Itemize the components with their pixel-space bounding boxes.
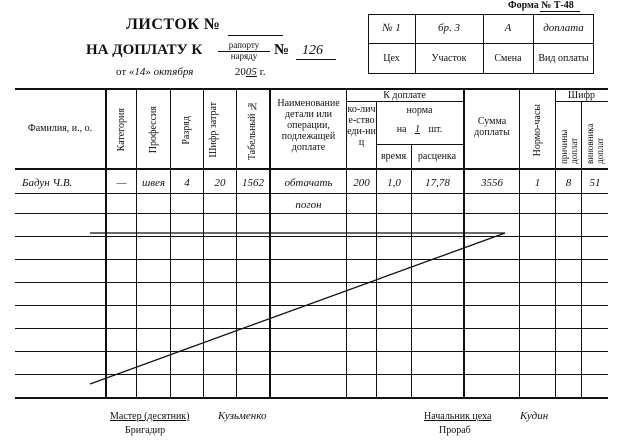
hdr-norm-per: на 1 шт.	[396, 124, 443, 135]
row1-cost-code: 20	[214, 177, 226, 189]
hdr-cipher: Шифр	[568, 90, 595, 101]
row1-culprit: 51	[589, 177, 601, 189]
code-shift: А	[504, 22, 512, 34]
form-label: Форма № Т-48	[508, 0, 574, 11]
hdr-quantity: ко-личе-ство еди-ниц	[347, 104, 376, 148]
chief-name: Кудин	[520, 410, 549, 422]
title-line2: НА ДОПЛАТУ К	[86, 42, 203, 58]
chief-sub: Прораб	[439, 425, 471, 436]
row1-norm-hours: 1	[534, 177, 541, 189]
row1-tab-no: 1562	[242, 177, 264, 189]
hdr-rate: расценка	[417, 151, 457, 162]
hdr-norm: норма	[406, 105, 433, 116]
row1-quantity: 200	[353, 177, 370, 189]
row2-operation: погон	[295, 199, 322, 211]
number-value: 126	[302, 43, 323, 58]
hdr-norm-hours: Нормо-часы	[531, 103, 543, 157]
number-label: №	[274, 42, 290, 58]
row1-grade: 4	[184, 177, 190, 189]
hdr-tab-no: Табельный №	[247, 99, 258, 161]
master-name: Кузьменко	[218, 410, 267, 422]
chief-label: Начальник цеха	[424, 411, 492, 422]
label-section: Участок	[431, 53, 467, 64]
hdr-reason: причины доплат	[558, 129, 579, 164]
date-line: от «14» октября 2005 г.	[116, 66, 266, 78]
hdr-grade: Разряд	[181, 115, 192, 145]
hdr-operation: Наименование детали или операции, подлежащей доплате	[277, 98, 340, 153]
to-lower: наряду	[230, 51, 258, 61]
hdr-culprit: виновника доплат	[585, 123, 605, 164]
row1-category: —	[116, 177, 127, 189]
hdr-sum: Сумма доплаты	[474, 116, 510, 138]
label-shift: Смена	[494, 53, 522, 64]
row1-time: 1,0	[387, 177, 401, 189]
code-shop: № 1	[382, 22, 401, 34]
code-section: бр. 3	[437, 22, 461, 34]
row1-reason: 8	[565, 177, 572, 189]
master-sub: Бригадир	[125, 425, 166, 436]
hdr-profession: Профессия	[147, 106, 159, 154]
hdr-to-pay: К доплате	[383, 90, 426, 101]
hdr-cost-code: Шифр затрат	[208, 102, 219, 158]
row1-sum: 3556	[481, 177, 503, 189]
label-shop: Цех	[383, 53, 400, 64]
label-paytype: Вид оплаты	[538, 53, 589, 64]
row1-fio: Бадун Ч.В.	[22, 177, 73, 189]
row1-rate: 17,78	[425, 177, 450, 189]
title-line1: ЛИСТОК №	[126, 16, 221, 33]
master-label: Мастер (десятник)	[110, 411, 190, 422]
code-paytype: доплата	[543, 22, 584, 34]
hdr-category: Категория	[116, 108, 127, 152]
to-upper: рапорту	[228, 40, 260, 50]
row1-operation: обтачать	[284, 177, 333, 189]
hdr-fio: Фамилия, и., о.	[27, 123, 93, 134]
row1-profession: швея	[141, 177, 166, 189]
hdr-time: время	[380, 151, 407, 162]
